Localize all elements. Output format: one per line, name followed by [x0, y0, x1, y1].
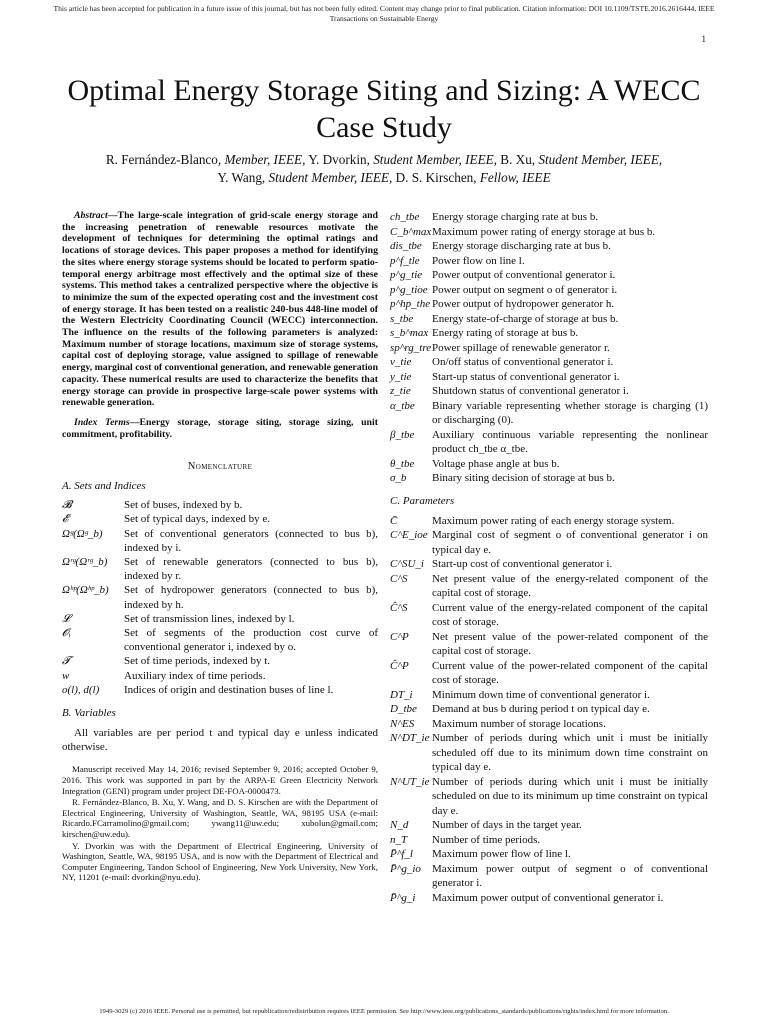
parameter-definition	[390, 847, 708, 862]
symbol: C^SU_i	[390, 558, 424, 571]
symbol: ch_tbe	[390, 211, 420, 223]
author-role: Fellow, IEEE	[479, 170, 551, 185]
author-list	[60, 151, 708, 187]
description: Set of typical days, indexed by e.	[124, 513, 271, 526]
journal-notice-line1: This article has been accepted for publication in a future issue of this journal, but has not been fully edited. Content may change prior to final publication. Citation information: DOI 10.1109/TSTE.2016.2616444, IEEE	[53, 4, 715, 13]
description: Set of renewable generators (connected to bus b), indexed by r.	[124, 555, 378, 583]
author-role: Member, IEEE,	[224, 152, 306, 167]
journal-notice-line2: Transactions on Sustainable Energy	[329, 14, 439, 23]
symbol: p^g_tie	[390, 269, 423, 281]
parameter-definition	[390, 818, 708, 833]
symbol: D_tbe	[390, 703, 417, 716]
description: Number of periods during which unit i must be initially scheduled off due to its minimum down time constraint on typical day e.	[432, 732, 708, 774]
description: Maximum power output of conventional generator i.	[432, 891, 664, 904]
variable-definition	[390, 428, 708, 457]
variable-definition	[390, 254, 708, 269]
symbol: Ĉ^P	[390, 659, 409, 672]
index-terms-lead: Index Terms	[74, 416, 130, 428]
footnote-paragraph: Y. Dvorkin was with the Department of Electrical Engineering, University of Washington, Seattle, WA, 98195 USA, and is now with the Department of Electrical and Computer Engineering, Tandon School of Engineering, New York University, New York, NY, 11201 (e-mail: dvorkin@nyu.edu).	[62, 840, 378, 883]
page-number: 1	[701, 34, 706, 44]
sets-heading: A. Sets and Indices	[62, 479, 146, 492]
symbol: P̄^f_l	[390, 848, 413, 861]
set-definition	[62, 512, 378, 526]
symbol: P̄^g_io	[390, 862, 421, 875]
set-definition	[62, 498, 378, 512]
set-definition	[62, 654, 378, 668]
symbol: C^S	[390, 572, 408, 585]
description: Set of segments of the production cost curve of conventional generator i, indexed by o.	[124, 627, 378, 654]
description: Power flow on line l.	[432, 254, 525, 267]
symbol: o(l), d(l)	[62, 683, 100, 696]
description: Current value of the power-related component of the capital cost of storage.	[432, 659, 708, 687]
description: Marginal cost of segment o of conventional generator i on typical day e.	[432, 529, 708, 556]
author-name: Y. Wang,	[217, 170, 266, 185]
parameter-definition	[390, 659, 708, 688]
variable-definition	[390, 399, 708, 428]
parameters-list	[390, 514, 708, 906]
parameter-definition	[390, 572, 708, 601]
description: Number of days in the target year.	[432, 819, 582, 832]
symbol: β_tbe	[390, 428, 415, 441]
symbol: C̄	[390, 514, 398, 527]
symbol: C^E_ioe	[390, 529, 428, 542]
description: Maximum power rating of energy storage at bus b.	[432, 225, 656, 238]
nomenclature-heading: Nomenclature	[187, 461, 253, 473]
variable-definition	[390, 225, 708, 240]
parameter-definition	[390, 717, 708, 732]
abstract-lead: Abstract	[74, 210, 108, 221]
symbol: Ωʳᵍ(Ωʳᵍ_b)	[62, 555, 108, 568]
variable-definition	[390, 341, 708, 356]
sets-list	[62, 498, 378, 697]
symbol: σ_b	[390, 472, 407, 484]
description: Net present value of the power-related component of the capital cost of storage.	[432, 630, 708, 658]
description: Maximum power rating of each energy storage system.	[432, 514, 675, 527]
symbol: α_tbe	[390, 399, 415, 412]
variable-definition	[390, 471, 708, 486]
symbol: Ωʰᵖ(Ωʰᵖ_b)	[62, 584, 109, 597]
description: Indices of origin and destination buses of line l.	[124, 683, 334, 696]
set-definition	[62, 669, 378, 683]
symbol: C^P	[390, 630, 409, 643]
description: Auxiliary continuous variable representing the nonlinear product ch_tbe α_tbe.	[432, 428, 708, 455]
description: Energy rating of storage at bus b.	[432, 327, 579, 339]
description: Start-up status of conventional generator i.	[432, 370, 620, 383]
abstract-text: —The large-scale integration of grid-scale energy storage and the increasing penetration of renewable resources motivate the development of techniques for determining the optimal ratings and locations of storage devices. This paper proposes a method for identifying the sites where energy storage systems should be located to perform spatio-temporal energy arbitrage most effectively and the optimal size of these systems. This method takes a centralized perspective where the objective is to minimize the sum of the expected operating cost and the investment cost of energy storage. It has been tested on a realistic 240-bus 448-line model of the Western Electricity Coordinating Council (WECC) interconnection. The influence on the results of the following parameters is analyzed: Maximum number of storage locations, maximum size of storage systems, capital cost of deploying storage, value assigned to spillage of renewable energy, marginal cost of conventional generation, and renewable generation capacity. These numerical results are used to characterize the benefits that energy storage can provide in prospective large-scale power systems with renewable generation.	[62, 210, 379, 409]
symbol: 𝓛	[62, 612, 70, 625]
description: Set of time periods, indexed by t.	[124, 655, 271, 668]
description: Power output on segment o of generator i.	[432, 283, 618, 296]
parameter-definition	[390, 601, 708, 630]
parameter-definition	[390, 557, 708, 572]
symbol: y_tie	[390, 370, 412, 383]
symbol: 𝓔	[62, 513, 69, 526]
parameter-definition	[390, 891, 708, 906]
author-role: Student Member, IEEE,	[268, 170, 393, 185]
parameter-definition	[390, 731, 708, 775]
symbol: 𝓣	[62, 655, 71, 668]
variables-intro: All variables are per period t and typical day e unless indicated otherwise.	[62, 727, 378, 754]
symbol: Ωᵍ(Ωᵍ_b)	[62, 527, 103, 540]
description: On/off status of conventional generator i.	[432, 356, 614, 368]
symbol: 𝓞ᵢ	[62, 627, 71, 639]
variables-heading: B. Variables	[62, 707, 116, 720]
set-definition	[62, 555, 378, 583]
description: Energy state-of-charge of storage at bus b.	[432, 312, 619, 325]
description: Shutdown status of conventional generator i.	[432, 385, 629, 397]
symbol: n_T	[390, 833, 408, 846]
description: Binary variable representing whether storage is charging (1) or discharging (0).	[432, 399, 708, 426]
footnote-paragraph: Manuscript received May 14, 2016; revised September 9, 2016; accepted October 9, 2016. This work was supported in part by the ARPA-E Green Electricity Network Integration (GENI) program under project DE-FOA-0000473.	[62, 764, 378, 796]
copyright-notice: 1949-3029 (c) 2016 IEEE. Personal use is permitted, but republication/redistribution requires IEEE permission. See http://www.ieee.org/publications_standards/publications/rights/index.html for more information.	[99, 1008, 669, 1015]
description: Auxiliary index of time periods.	[124, 669, 266, 682]
set-definition	[62, 527, 378, 555]
set-definition	[62, 583, 378, 611]
variable-definition	[390, 239, 708, 254]
author-name: R. Fernández-Blanco,	[105, 152, 222, 167]
description: Set of hydropower generators (connected to bus b), indexed by h.	[124, 584, 378, 611]
index-terms-text: —Energy storage, storage siting, storage sizing, unit commitment, profitability.	[62, 416, 378, 440]
variables-list	[390, 210, 708, 486]
set-definition	[62, 612, 378, 626]
journal-notice	[20, 4, 748, 24]
symbol: P̄^g_i	[390, 891, 416, 904]
description: Number of time periods.	[432, 833, 541, 846]
description: Power output of conventional generator i.	[432, 269, 616, 281]
description: Energy storage discharging rate at bus b.	[432, 240, 611, 252]
parameter-definition	[390, 833, 708, 848]
description: Set of conventional generators (connected to bus b), indexed by i.	[124, 527, 378, 554]
variable-definition	[390, 384, 708, 399]
parameter-definition	[390, 688, 708, 703]
author-name: D. S. Kirschen,	[395, 170, 477, 185]
parameter-definition	[390, 702, 708, 717]
symbol: N^DT_ie	[390, 732, 430, 745]
description: Maximum power output of segment o of conventional generator i.	[432, 862, 708, 890]
description: Maximum power flow of line l.	[432, 848, 571, 861]
symbol: N^ES	[390, 717, 415, 730]
author-name: Y. Dvorkin,	[308, 152, 370, 167]
right-column	[390, 210, 708, 905]
parameter-definition	[390, 775, 708, 819]
symbol: p^g_tioe	[390, 283, 428, 296]
symbol: w	[62, 669, 70, 682]
description: Energy storage charging rate at bus b.	[432, 211, 599, 223]
index-terms	[62, 417, 378, 440]
parameter-definition	[390, 514, 708, 529]
description: Start-up cost of conventional generator i.	[432, 558, 613, 571]
symbol: p^hp_the	[390, 298, 431, 310]
variable-definition	[390, 457, 708, 472]
variable-definition	[390, 297, 708, 312]
symbol: N_d	[390, 819, 409, 832]
parameter-definition	[390, 630, 708, 659]
left-column	[62, 210, 378, 884]
variable-definition	[390, 268, 708, 283]
symbol: DT_i	[390, 688, 413, 701]
description: Binary siting decision of storage at bus b.	[432, 472, 615, 484]
symbol: Ĉ^S	[390, 601, 408, 614]
footnotes	[62, 764, 378, 883]
description: Number of periods during which unit i must be initially scheduled on due to its minimum up time constraint on typical day e.	[432, 775, 708, 817]
set-definition	[62, 683, 378, 697]
author-name: B. Xu,	[500, 152, 536, 167]
variable-definition	[390, 283, 708, 298]
variable-definition	[390, 355, 708, 370]
description: Net present value of the energy-related component of the capital cost of storage.	[432, 572, 708, 600]
parameter-definition	[390, 862, 708, 891]
variable-definition	[390, 210, 708, 225]
variable-definition	[390, 370, 708, 385]
abstract	[62, 210, 378, 409]
symbol: s_tbe	[390, 312, 414, 325]
symbol: N^UT_ie	[390, 775, 430, 788]
paper-title: Optimal Energy Storage Siting and Sizing: A WECC Case Study	[67, 74, 701, 144]
parameters-heading: C. Parameters	[390, 494, 455, 507]
symbol: z_tie	[390, 385, 411, 397]
description: Demand at bus b during period t on typical day e.	[432, 703, 650, 716]
symbol: θ_tbe	[390, 457, 415, 470]
description: Minimum down time of conventional generator i.	[432, 688, 650, 701]
set-definition	[62, 626, 378, 654]
variable-definition	[390, 312, 708, 327]
symbol: v_tie	[390, 356, 412, 368]
description: Set of buses, indexed by b.	[124, 499, 243, 512]
symbol: dis_tbe	[390, 240, 422, 252]
symbol: C_b^max	[390, 225, 432, 238]
author-role: Student Member, IEEE,	[538, 152, 663, 167]
symbol: sp^rg_tre	[390, 341, 432, 354]
footnote-paragraph: R. Fernández-Blanco, B. Xu, Y. Wang, and D. S. Kirschen are with the Department of Electrical Engineering, University of Washington, Seattle, WA, 98195 USA (e-mail: Ricardo.FCarramolino@gmail.com; ywang11@uw.edu; xubolun@gmail.com; kirschen@uw.edu).	[62, 797, 378, 839]
description: Current value of the energy-related component of the capital cost of storage.	[432, 601, 708, 629]
variable-definition	[390, 326, 708, 341]
description: Maximum number of storage locations.	[432, 717, 606, 730]
description: Power output of hydropower generator h.	[432, 298, 615, 310]
description: Set of transmission lines, indexed by l.	[124, 612, 295, 625]
author-role: Student Member, IEEE,	[373, 152, 497, 167]
parameter-definition	[390, 528, 708, 557]
description: Voltage phase angle at bus b.	[432, 457, 560, 470]
description: Power spillage of renewable generator r.	[432, 341, 610, 354]
symbol: 𝓑	[62, 499, 72, 512]
symbol: p^f_tle	[390, 254, 420, 267]
symbol: s_b^max	[390, 327, 429, 339]
